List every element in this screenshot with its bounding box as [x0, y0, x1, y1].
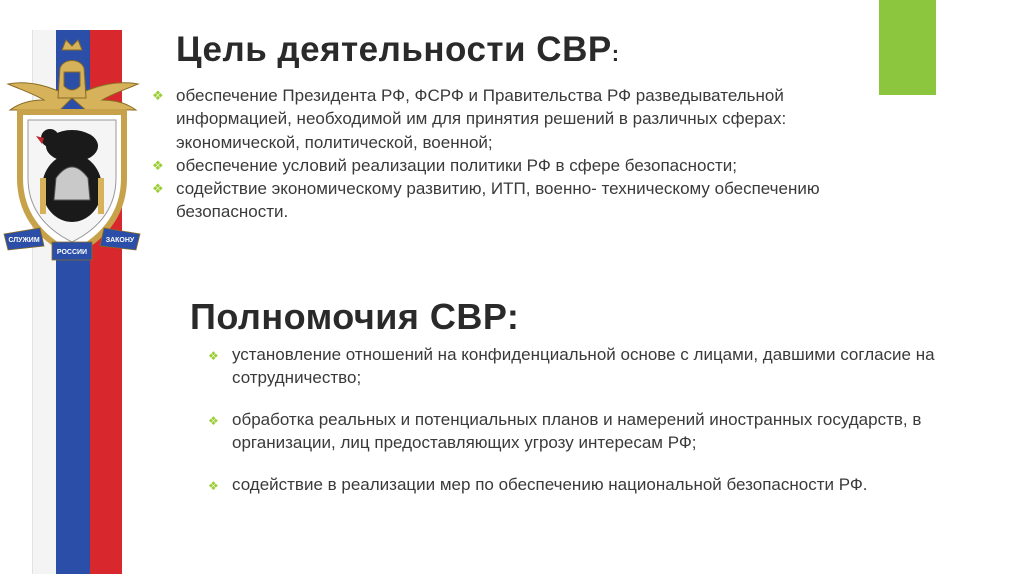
diamond-bullet-icon: ❖: [208, 414, 219, 429]
goal-item-text: обеспечение Президента РФ, ФСРФ и Правительства РФ разведывательной информацией, необходимой им для принятия решений в различных сферах: экономической, политической, военной;: [176, 86, 787, 152]
diamond-bullet-icon: ❖: [152, 158, 164, 174]
diamond-bullet-icon: ❖: [152, 182, 164, 198]
accent-green-box: [879, 0, 936, 95]
title-text: Цель деятельности СВР: [176, 30, 612, 69]
emblem-icon: [0, 28, 145, 278]
section-title-goals: [176, 30, 620, 70]
ribbon-text-center: РОССИИ: [56, 249, 88, 256]
goal-item-text: содействие экономическому развитию, ИТП, военно- техническому обеспечению безопасности.: [176, 179, 820, 222]
goal-item-2: [152, 154, 852, 177]
powers-list: [208, 344, 998, 497]
ribbon-text-left: СЛУЖИМ: [8, 237, 40, 244]
power-item-1: [208, 344, 998, 389]
goals-list: [152, 84, 852, 224]
diamond-bullet-icon: ❖: [152, 89, 164, 104]
power-item-text: обработка реальных и потенциальных планов и намерений иностранных государств, в организации, лиц предоставляющих угрозу интересам РФ;: [232, 410, 922, 452]
power-item-text: содействие в реализации мер по обеспечению национальной безопасности РФ.: [232, 475, 868, 495]
crown-shape: [62, 40, 82, 50]
diamond-bullet-icon: ❖: [208, 479, 219, 494]
power-item-3: [208, 474, 998, 497]
diamond-bullet-icon: ❖: [208, 349, 219, 363]
power-item-text: установление отношений на конфиденциальной основе с лицами, давшими согласие на сотрудничество;: [232, 345, 935, 387]
goal-item-text: обеспечение условий реализации политики РФ в сфере безопасности;: [176, 155, 737, 175]
eagle-shield: [64, 72, 80, 90]
goal-item-3: [152, 177, 852, 224]
section-title-powers: Полномочия СВР:: [190, 296, 520, 337]
goal-item-1: [152, 84, 852, 154]
power-item-2: [208, 409, 998, 454]
title-colon: :: [611, 41, 620, 66]
ribbon-text-right: ЗАКОНУ: [105, 237, 135, 244]
